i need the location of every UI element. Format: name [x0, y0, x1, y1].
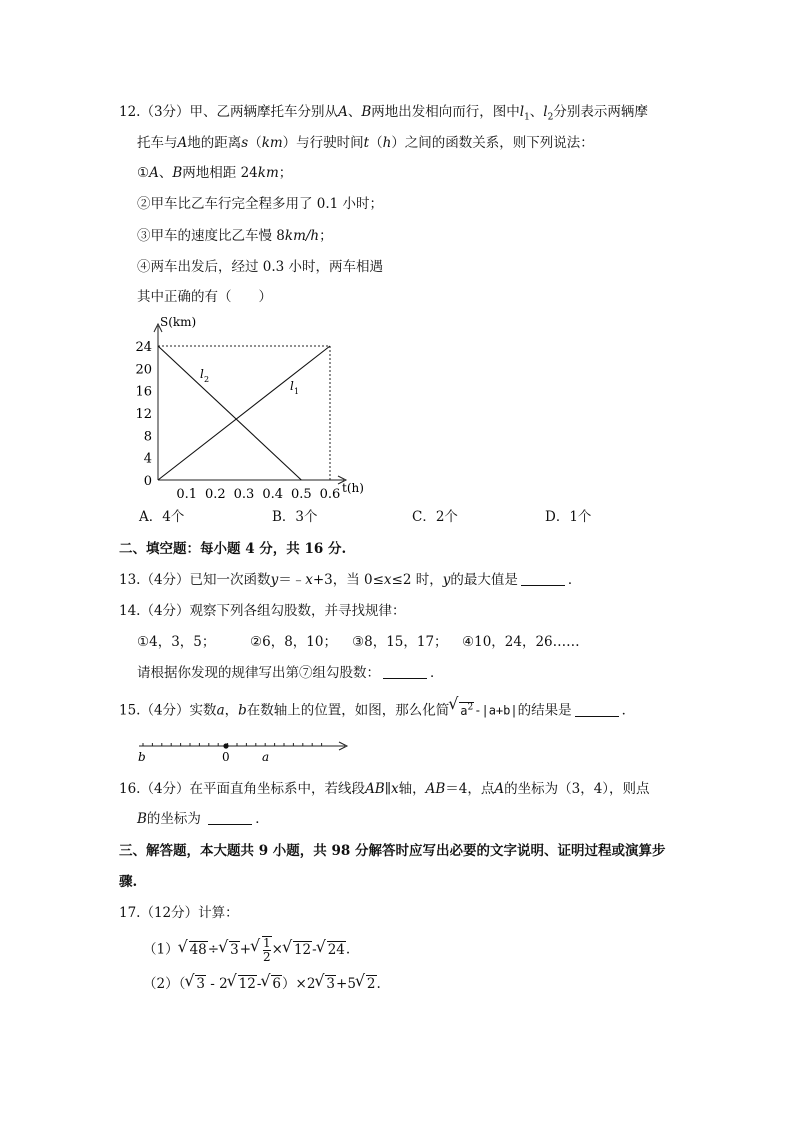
q17-part1: （1）√ 48÷√ 3+ √ $\frac{1}{2}$ ×√ 12-√ 24. [143, 936, 350, 964]
q16-line2: B的坐标为 ． [137, 811, 269, 827]
x-axis-label: t(h) [342, 481, 364, 495]
q12-option-d[interactable]: D．1个 [545, 509, 592, 525]
q12-line1: 12.（3分）甲、乙两辆摩托车分别从A、B两地出发相向而行，图中$l_1$、$l_2$分别表示两辆摩 [119, 104, 648, 123]
x-tick-label: 0.3 [233, 487, 255, 502]
q12-option-a[interactable]: A．4个 [139, 509, 185, 525]
origin-dot [223, 743, 228, 748]
x-tick-label: 0.1 [176, 487, 198, 502]
q16-line1: 16.（4分）在平面直角坐标系中，若线段AB∥x轴，AB＝4，点A的坐标为（3，4），则点 [119, 781, 650, 797]
q14-group-2: ②6，8，10； [250, 634, 337, 650]
q12-ask: 其中正确的有（ ） [137, 289, 272, 305]
q14-line1: 14.（4分）观察下列各组勾股数，并寻找规律： [119, 603, 406, 619]
q14-group-1: ①4，3，5； [137, 634, 216, 650]
series-label-l2: l [200, 367, 204, 381]
distance-time-chart [130, 312, 380, 502]
axis-label-b: b [138, 750, 146, 764]
q17-part2: （2）（√ 3 - 2√ 12-√ 6）×2√ 3+5√ 2. [143, 974, 381, 994]
q15-text: 15.（4分）实数a，b在数轴上的位置，如图，那么化简√ $a^2-|a+b|$的结果是 ． [119, 697, 635, 721]
number-line [135, 734, 355, 764]
y-axis-label: S(km) [160, 315, 197, 329]
q12-statement-3: ③甲车的速度比乙车慢 8km/h； [137, 228, 333, 244]
y-tick-label: 8 [143, 429, 152, 445]
q12-statement-2: ②甲车比乙车行完全程多用了 0.1 小时； [137, 196, 384, 212]
axis-label-a: a [262, 750, 270, 764]
y-tick-label: 20 [135, 362, 152, 378]
y-tick-label: 12 [135, 407, 152, 422]
x-tick-label: 0.2 [204, 487, 226, 502]
q16-answer-blank[interactable] [208, 810, 252, 825]
y-tick-label: 0 [143, 474, 152, 489]
series-line-l1 [158, 346, 330, 480]
section-3-title: 三、解答题，本大题共 9 小题，共 98 分解答时应写出必要的文字说明、证明过程或演算步 [119, 843, 666, 859]
series-label-sub-l1: 1 [294, 387, 300, 396]
x-tick-label: 0.4 [262, 487, 284, 502]
series-label-l1: l [290, 379, 294, 393]
q14-group-3: ③8，15，17； [352, 634, 448, 650]
q12-statement-1: ①A、B两地相距 24km； [137, 165, 293, 181]
q12-statement-4: ④两车出发后，经过 0.3 小时，两车相遇 [137, 259, 384, 275]
q12-option-c[interactable]: C．2个 [412, 509, 458, 525]
q17-title: 17.（12分）计算： [119, 905, 239, 921]
y-tick-label: 24 [135, 340, 152, 355]
series-label-sub-l2: 2 [204, 375, 210, 384]
sqrt-a-squared: √ $a^2$ [450, 697, 474, 721]
q12-option-b[interactable]: B．3个 [272, 509, 318, 525]
section-2-title: 二、填空题：每小题 4 分，共 16 分. [119, 541, 347, 557]
q15-answer-blank[interactable] [575, 702, 619, 717]
x-tick-label: 0.6 [319, 487, 341, 502]
y-tick-label: 16 [135, 384, 152, 400]
section-3-title-cont: 骤. [119, 874, 138, 890]
q13-answer-blank[interactable] [521, 571, 565, 586]
q14-line3: 请根据你发现的规律写出第⑦组勾股数： ． [137, 665, 444, 681]
axis-label-0: 0 [222, 750, 230, 764]
q13-text: 13.（4分）已知一次函数y＝﹣x+3，当 0≤x≤2 时，y的最大值是 ． [119, 572, 582, 588]
series-line-l2 [158, 346, 301, 480]
q12-line2: 托车与A地的距离s（km）与行驶时间t（h）之间的函数关系，则下列说法： [137, 135, 594, 151]
x-tick-label: 0.5 [290, 487, 312, 502]
q14-group-4: ④10，24，26…… [462, 634, 580, 650]
q14-answer-blank[interactable] [383, 664, 427, 679]
y-tick-label: 4 [143, 451, 152, 467]
